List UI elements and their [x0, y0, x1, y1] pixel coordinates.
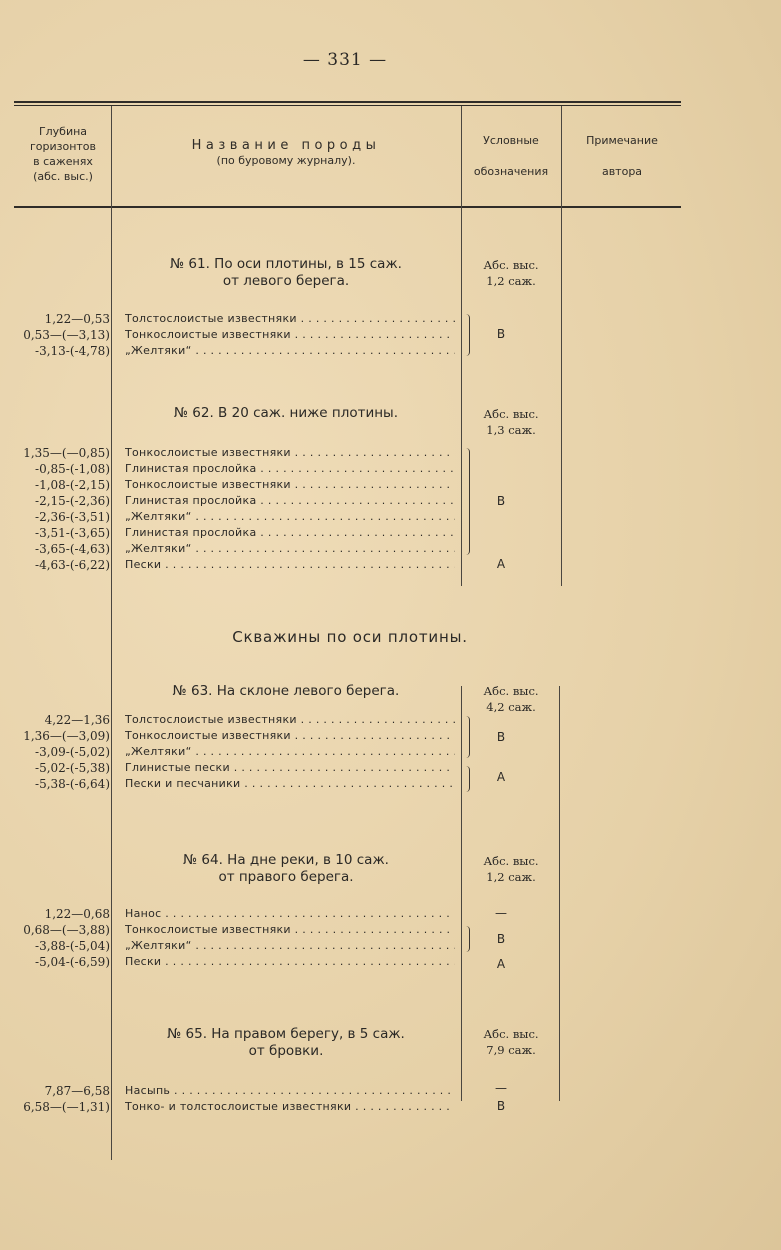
symbol-label: В [496, 327, 506, 341]
symbol-label: А [496, 957, 506, 971]
header-note-bottom: автора [601, 165, 643, 178]
symbol-label: — [495, 906, 507, 920]
header-symbols-bottom: обозначения [473, 165, 549, 178]
symbol-label: — [495, 1081, 507, 1095]
well-64-title: № 64. На дне реки, в 10 саж. от правого берега. [183, 852, 389, 885]
table-row: -0,85-(-1,08) Глинистая прослойка . . . [10, 461, 470, 477]
well-64-abs-height: Абс. выс. 1,2 саж. [483, 854, 539, 884]
table-row: -1,08-(-2,15) Тонкослоистые известняки . . . [10, 477, 470, 493]
page-number: — 331 — [302, 50, 388, 70]
symbol-label: А [496, 770, 506, 784]
table-row: -3,65-(-4,63) „Желтяки“ . . . [10, 541, 470, 557]
well-63-title: № 63. На склоне левого берега. [172, 683, 400, 699]
table-row: -3,13-(-4,78) „Желтяки“ . . . [10, 343, 470, 359]
header-depth: Глубина горизонтов в саженях (абс. выс.) [29, 125, 97, 183]
header-bottom-rule [14, 206, 681, 208]
symbol-label: В [496, 1099, 506, 1113]
table-row: -5,04-(-6,59) Пески . . . [10, 954, 470, 970]
table-row: -3,09-(-5,02) „Желтяки“ . . . [10, 744, 470, 760]
table-row: -5,02-(-5,38) Глинистые пески . . . [10, 760, 470, 776]
table-row: 1,22—0,68 Нанос . . . [10, 906, 470, 922]
symbol-label: В [496, 730, 506, 744]
well-61-abs-height: Абс. выс. 1,2 саж. [483, 258, 539, 288]
well-62-title: № 62. В 20 саж. ниже плотины. [173, 405, 399, 421]
table-row: 4,22—1,36 Толстослоистые известняки . . . [10, 712, 470, 728]
table-row: 1,36—(—3,09) Тонкослоистые известняки . . . [10, 728, 470, 744]
table-row: -2,15-(-2,36) Глинистая прослойка . . . [10, 493, 470, 509]
symbol-label: В [496, 932, 506, 946]
table-row: 7,87—6,58 Насыпь . . . [10, 1083, 470, 1099]
well-63-abs-height: Абс. выс. 4,2 саж. [483, 684, 539, 714]
well-65-abs-height: Абс. выс. 7,9 саж. [483, 1027, 539, 1057]
table-row: -5,38-(-6,64) Пески и песчаники . . . [10, 776, 470, 792]
table-row: 0,68—(—3,88) Тонкослоистые известняки . . . [10, 922, 470, 938]
table-row: 6,58—(—1,31) Тонко- и толстослоистые известняки . . . [10, 1099, 470, 1115]
table-row: -4,63-(-6,22) Пески . . . [10, 557, 470, 573]
table-row: -3,88-(-5,04) „Желтяки“ . . . [10, 938, 470, 954]
table-row: 0,53—(—3,13) Тонкослоистые известняки . . . [10, 327, 470, 343]
table-row: 1,22—0,53 Толстослоистые известняки . . . [10, 311, 470, 327]
table-row: 1,35—(—0,85) Тонкослоистые известняки . . . [10, 445, 470, 461]
symbol-label: А [496, 557, 506, 571]
table-row: -3,51-(-3,65) Глинистая прослойка . . . [10, 525, 470, 541]
header-top-rule [14, 101, 681, 103]
header-top-rule-thin [14, 105, 681, 106]
well-65-title: № 65. На правом берегу, в 5 саж. от бровки. [167, 1026, 405, 1059]
well-61-title: № 61. По оси плотины, в 15 саж. от левого берега. [170, 256, 402, 289]
header-symbols-top: Условные [483, 134, 539, 147]
well-62-abs-height: Абс. выс. 1,3 саж. [483, 407, 539, 437]
header-rock-name: Название породы (по буровому журналу). [191, 138, 381, 167]
header-note-top: Примечание [586, 134, 658, 147]
table-row: -2,36-(-3,51) „Желтяки“ . . . [10, 509, 470, 525]
section-heading: Скважины по оси плотины. [232, 628, 468, 646]
symbol-label: В [496, 494, 506, 508]
